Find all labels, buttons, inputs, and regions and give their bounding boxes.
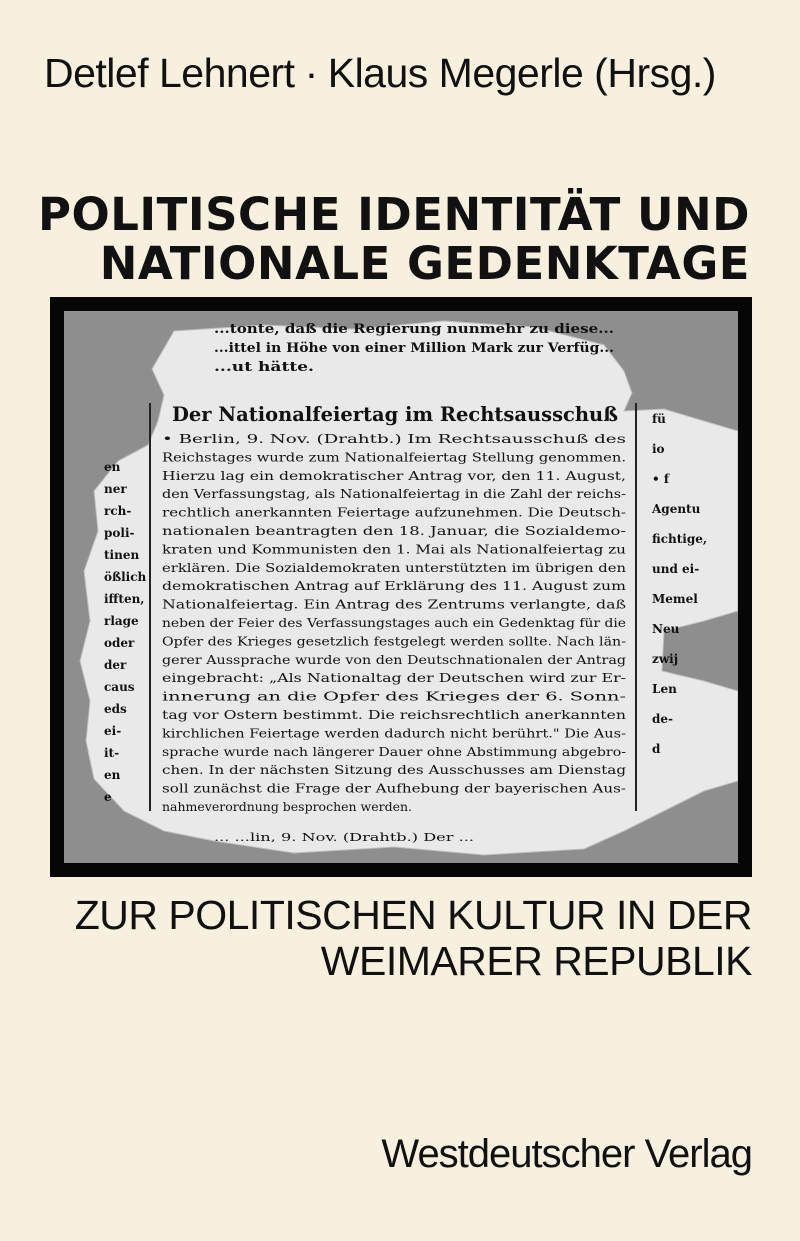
clipping-right-fragment: io (652, 442, 665, 456)
clipping-body-line: neben der Feier des Verfassungstages auch ein Gedenktag für die (162, 615, 626, 630)
book-title (30, 190, 750, 288)
clipping-left-fragment: ner (104, 482, 127, 496)
author-separator: · (304, 50, 318, 96)
clipping-body-line: erklären. Die Sozialdemokraten unterstützten im übrigen den (162, 559, 626, 575)
clipping-left-fragment: ößlich (104, 570, 147, 584)
clipping-body-line: Nationalfeiertag. Ein Antrag des Zentrums verlangte, daß (162, 596, 626, 612)
clipping-body-line: • Berlin, 9. Nov. (Drahtb.) Im Rechtsausschuß des (162, 431, 626, 446)
clipping-right-fragment: Memel (652, 592, 698, 606)
clipping-body-line: sprache wurde nach längerer Dauer ohne Abstimmung abgebro- (162, 743, 626, 759)
clipping-body-line: nationalen beantragten den 18. Januar, die Sozialdemo- (162, 523, 626, 538)
clipping-body-line: kirchlichen Feiertage werden dadurch nicht berührt." Die Aus- (162, 725, 626, 741)
subtitle-line-1: ZUR POLITISCHEN KULTUR IN DER (74, 892, 752, 938)
clipping-right-fragment: Neu (652, 622, 680, 636)
clipping-left-fragment: oder (104, 636, 135, 650)
author-line (44, 48, 764, 98)
clipping-left-fragment: en (104, 768, 121, 782)
clipping-top-line: ...tonte, daß die Regierung nunmehr zu diese... (214, 322, 614, 337)
clipping-left-fragment: caus (104, 680, 135, 694)
clipping-left-fragment: e (104, 790, 112, 804)
newspaper-image (64, 311, 738, 863)
clipping-right-fragment: Agentu (652, 502, 701, 516)
clipping-right-fragment: fichtige, (652, 532, 708, 546)
clipping-body-line: gerer Aussprache wurde von den Deutschnationalen der Antrag (162, 651, 626, 667)
book-subtitle (32, 892, 752, 984)
author-1: Detlef Lehnert (44, 50, 295, 96)
clipping-top-line: ...ittel in Höhe von einer Million Mark zur Verfüg... (214, 341, 614, 356)
clipping-body-line: Hierzu lag ein demokratischer Antrag vor, den 11. August, (162, 467, 626, 483)
clipping-right-fragment: • f (652, 472, 670, 486)
clipping-right-fragment: fü (652, 412, 666, 426)
clipping-body-line: chen. In der nächsten Sitzung des Ausschusses am Dienstag (162, 762, 626, 778)
clipping-body-line: nahmeverordnung besprochen werden. (162, 799, 412, 814)
author-2: Klaus Megerle (Hrsg.) (327, 50, 716, 96)
title-line-1: POLITISCHE IDENTITÄT UND (38, 188, 750, 241)
title-line-2: NATIONALE GEDENKTAGE (99, 237, 750, 290)
clipping-body-line: den Verfassungstag, als Nationalfeiertag in die Zahl der reichs- (162, 486, 626, 502)
clipping-right-fragment: Len (652, 682, 677, 696)
clipping-body-line: Opfer des Krieges gesetzlich festgelegt werden sollte. Nach län- (162, 633, 626, 649)
clipping-right-fragment: und ei- (652, 562, 700, 576)
clipping-left-fragment: der (104, 658, 127, 672)
clipping-left-fragment: poli- (104, 526, 135, 540)
clipping-left-fragment: it- (104, 746, 120, 760)
subtitle-line-2: WEIMARER REPUBLIK (320, 938, 752, 984)
clipping-body-line: Reichstages wurde zum Nationalfeiertag Stellung genommen. (162, 449, 626, 465)
clipping-left-fragment: eds (104, 702, 127, 716)
clipping-body-line: rechtlich anerkannten Feiertage aufzunehmen. Die Deutsch- (162, 504, 626, 520)
clipping-body-line: demokratischen Antrag auf Erklärung des 11. August zum (162, 578, 627, 594)
clipping-body-line: innerung an die Opfer des Krieges der 6. Sonn- (162, 688, 626, 704)
clipping-body-line: tag vor Ostern bestimmt. Die reichsrechtlich anerkannten (162, 707, 626, 722)
cover-image-frame (50, 297, 752, 877)
clipping-body-line: eingebracht: „Als Nationaltag der Deutschen wird zur Er- (162, 670, 626, 686)
clipping-right-fragment: de- (652, 712, 674, 726)
clipping-body-line: kraten und Kommunisten den 1. Mai als Nationalfeiertag zu (162, 541, 626, 557)
clipping-right-fragment: zwij (652, 652, 679, 666)
clipping-left-fragment: rlage (104, 614, 139, 628)
clipping-left-fragment: en (104, 460, 121, 474)
clipping-left-fragment: ei- (104, 724, 122, 738)
clipping-left-fragment: ifften, (104, 592, 145, 606)
clipping-bottom-fragment: ... ...lin, 9. Nov. (Drahtb.) Der ... (214, 831, 474, 844)
clipping-headline: Der Nationalfeiertag im Rechtsausschuß (172, 402, 618, 426)
clipping-body-line: soll zunächst die Frage der Aufhebung der bayerischen Aus- (162, 780, 626, 796)
clipping-top-line: ...ut hätte. (214, 360, 314, 375)
newspaper-clipping (64, 311, 738, 863)
clipping-left-fragment: rch- (104, 504, 132, 518)
publisher-name: Westdeutscher Verlag (381, 1132, 752, 1176)
clipping-right-fragment: d (652, 742, 661, 756)
clipping-left-fragment: tinen (104, 548, 140, 562)
